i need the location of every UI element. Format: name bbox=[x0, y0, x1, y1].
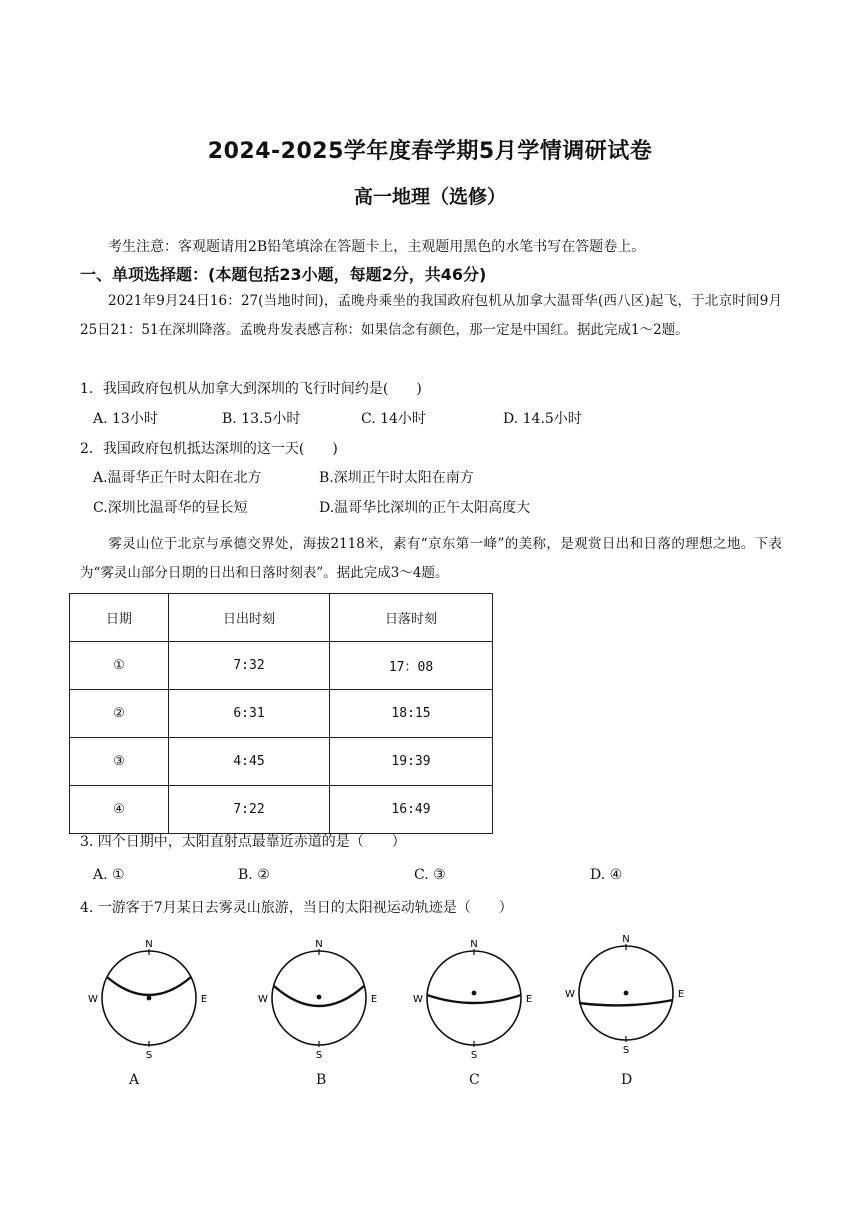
q3-option-c: C. ③ bbox=[414, 867, 446, 883]
table-cell-sunset: 17：08 bbox=[330, 642, 493, 690]
table-cell-sunrise: 7:32 bbox=[169, 642, 330, 690]
table-cell-sunrise: 7:22 bbox=[169, 786, 330, 834]
sunrise-sunset-table bbox=[69, 593, 493, 834]
table-cell-date: ② bbox=[70, 690, 169, 738]
q1-option-c: C. 14小时 bbox=[361, 411, 426, 427]
q3-option-b: B. ② bbox=[238, 867, 270, 883]
section-heading: 一、单项选择题：(本题包括23小题，每题2分，共46分) bbox=[80, 265, 487, 284]
south-label: S bbox=[315, 1050, 323, 1061]
figure-label-b: B bbox=[316, 1072, 327, 1088]
question-1-stem: 1．我国政府包机从加拿大到深圳的飞行时间约是( ) bbox=[80, 381, 422, 397]
table-cell-date: ① bbox=[70, 642, 169, 690]
sun-path-diagram-b bbox=[256, 935, 382, 1061]
q1-option-a: A. 13小时 bbox=[93, 411, 158, 427]
north-label: N bbox=[622, 934, 630, 945]
passage-1-text: 2021年9月24日16：27(当地时间)，孟晚舟乘坐的我国政府包机从加拿大温哥华(西八区)起飞，于北京时间9月25日21：51在深圳降落。孟晚舟发表感言称：如果信念有颜色，那一定是中国红。据此完成1～2题。 bbox=[80, 293, 782, 338]
east-label: E bbox=[200, 994, 208, 1005]
table-header-date: 日期 bbox=[70, 594, 169, 642]
q3-option-d: D. ④ bbox=[590, 867, 623, 883]
sun-path-diagram-c bbox=[411, 935, 537, 1061]
table-cell-sunrise: 4:45 bbox=[169, 738, 330, 786]
passage-2 bbox=[80, 530, 782, 588]
north-label: N bbox=[315, 939, 323, 950]
table-header-row bbox=[70, 594, 493, 642]
table-header-sunrise: 日出时刻 bbox=[169, 594, 330, 642]
east-label: E bbox=[525, 994, 533, 1005]
table-cell-sunset: 16:49 bbox=[330, 786, 493, 834]
table-cell-sunset: 18:15 bbox=[330, 690, 493, 738]
table-cell-date: ④ bbox=[70, 786, 169, 834]
q2-option-c: C.深圳比温哥华的昼长短 bbox=[93, 500, 248, 516]
q3-option-a: A. ① bbox=[93, 867, 125, 883]
west-label: W bbox=[258, 994, 268, 1005]
west-label: W bbox=[88, 994, 98, 1005]
exam-title: 2024-2025学年度春学期5月学情调研试卷 bbox=[207, 139, 653, 164]
south-label: S bbox=[145, 1050, 153, 1061]
passage-1 bbox=[80, 287, 782, 345]
west-label: W bbox=[413, 994, 423, 1005]
q1-option-b: B. 13.5小时 bbox=[222, 411, 301, 427]
passage-2-text: 雾灵山位于北京与承德交界处，海拔2118米，素有“京东第一峰”的美称，是观赏日出和日落的理想之地。下表为“雾灵山部分日期的日出和日落时刻表”。据此完成3～4题。 bbox=[80, 536, 782, 581]
table-cell-sunset: 19:39 bbox=[330, 738, 493, 786]
exam-notice: 考生注意：客观题请用2B铅笔填涂在答题卡上，主观题用黑色的水笔书写在答题卷上。 bbox=[108, 239, 646, 255]
table-row bbox=[70, 786, 493, 834]
question-3-stem: 3. 四个日期中，太阳直射点最靠近赤道的是（ ） bbox=[80, 834, 406, 850]
table-row bbox=[70, 738, 493, 786]
exam-subtitle: 高一地理（选修） bbox=[353, 186, 506, 208]
figure-label-d: D bbox=[621, 1072, 633, 1088]
figure-label-a: A bbox=[129, 1072, 140, 1088]
south-label: S bbox=[622, 1045, 630, 1056]
south-label: S bbox=[470, 1050, 478, 1061]
q2-option-d: D.温哥华比深圳的正午太阳高度大 bbox=[319, 500, 531, 516]
west-label: W bbox=[565, 989, 575, 1000]
east-label: E bbox=[677, 989, 685, 1000]
sun-path-diagram-d bbox=[563, 930, 689, 1056]
q2-option-a: A.温哥华正午时太阳在北方 bbox=[93, 470, 262, 486]
q1-option-d: D. 14.5小时 bbox=[503, 411, 582, 427]
table-row bbox=[70, 642, 493, 690]
table-header-sunset: 日落时刻 bbox=[330, 594, 493, 642]
north-label: N bbox=[470, 939, 478, 950]
table-cell-date: ③ bbox=[70, 738, 169, 786]
q2-option-b: B.深圳正午时太阳在南方 bbox=[319, 470, 474, 486]
table-row bbox=[70, 690, 493, 738]
table-cell-sunrise: 6:31 bbox=[169, 690, 330, 738]
east-label: E bbox=[370, 994, 378, 1005]
north-label: N bbox=[145, 939, 153, 950]
question-2-stem: 2．我国政府包机抵达深圳的这一天( ) bbox=[80, 441, 338, 457]
question-4-stem: 4. 一游客于7月某日去雾灵山旅游，当日的太阳视运动轨迹是（ ） bbox=[80, 900, 513, 916]
figure-label-c: C bbox=[469, 1072, 480, 1088]
sun-path-diagram-a bbox=[86, 935, 212, 1061]
